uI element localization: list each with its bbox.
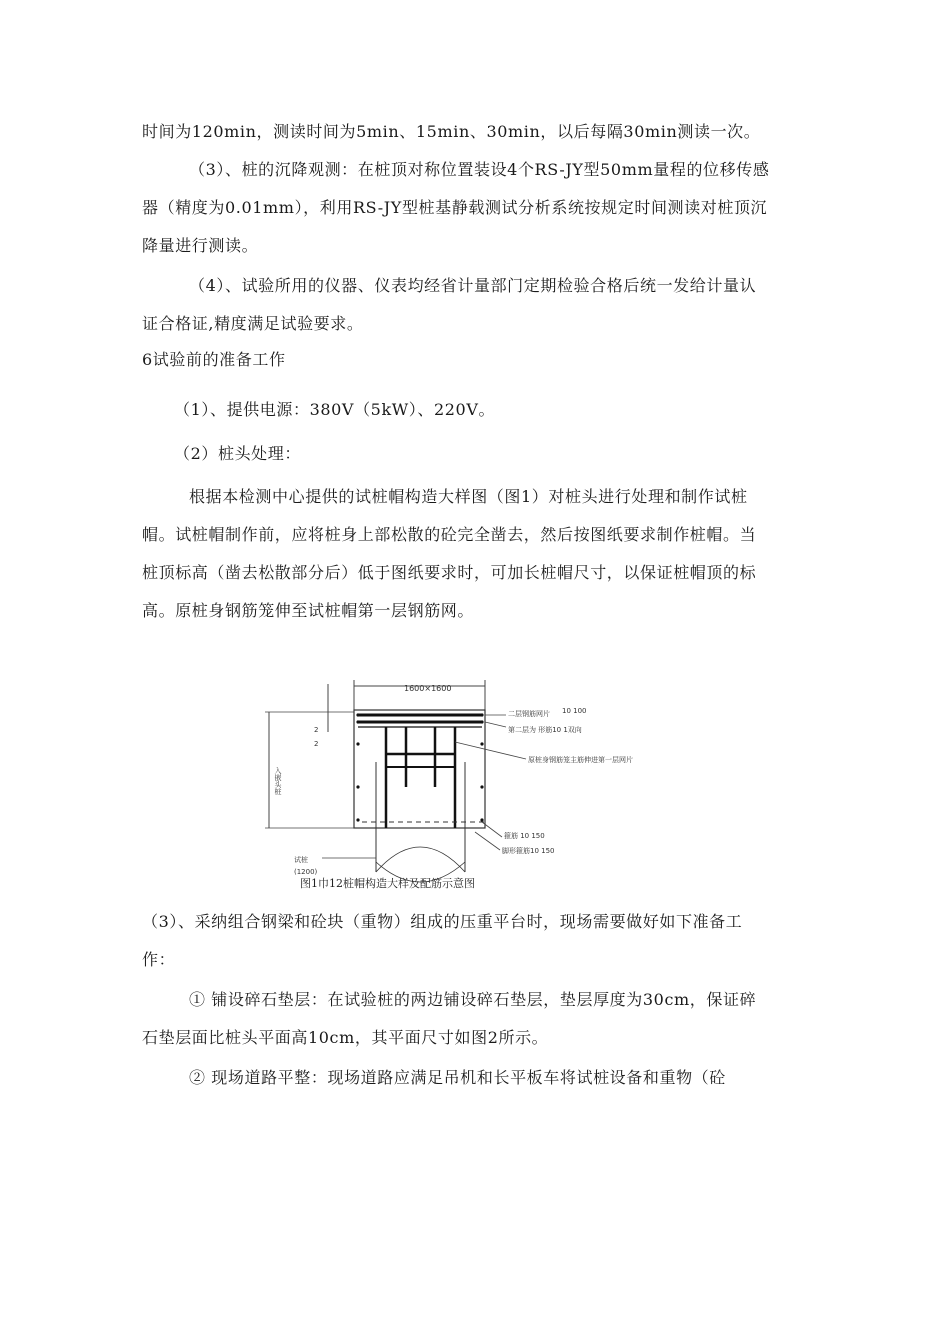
paragraph-line: 证合格证,精度满足试验要求。 [142,314,364,333]
dimension-label: 1600×1600 [404,684,452,693]
paragraph-line: ② 现场道路平整：现场道路应满足吊机和长平板车将试桩设备和重物（砼 [189,1068,726,1087]
leader-line [482,822,502,837]
left-vertical-label: 入嵌头桩 [274,767,282,795]
paragraph-line: 石垫层面比桩头平面高10cm，其平面尺寸如图2所示。 [142,1028,549,1047]
mesh-second-label: 第二层为 形筋10 1双向 [508,726,582,734]
stirrup-label: 箍筋 10 150 [504,832,545,840]
pile-cap-figure [262,672,682,897]
figure-caption: 图1巾12桩帽构造大样及配筋示意图 [300,877,475,890]
paragraph-line: 桩顶标高（凿去松散部分后）低于图纸要求时，可加长桩帽尺寸，以保证桩帽顶的标 [142,563,757,582]
leader-line [455,742,526,759]
pile-break-arc [376,847,465,872]
paragraph-line: 作： [142,950,176,969]
paragraph-line: （2）桩头处理： [174,444,301,463]
pile-name-label: 试桩 [294,856,308,864]
paragraph-line: 高。原桩身钢筋笼伸至试桩帽第一层钢筋网。 [142,601,475,620]
section-heading: 6试验前的准备工作 [142,350,286,369]
paragraph-line: ① 铺设碎石垫层：在试验桩的两边铺设碎石垫层，垫层厚度为30cm，保证碎 [189,990,757,1009]
left-number: 2 [314,726,319,734]
pile-cap-drawing [262,672,682,897]
paragraph-line: （3）、采纳组合钢梁和砼块（重物）组成的压重平台时，现场需要做好如下准备工 [142,912,743,931]
cage-note-label: 原桩身钢筋笼主筋伸进第一层网片 [528,756,633,764]
paragraph-line: 时间为120min，测读时间为5min、15min、30min，以后每隔30min测读一次。 [142,122,761,141]
paragraph-line: 器（精度为0.01mm），利用RS-JY型桩基静载测试分析系统按规定时间测读对桩顶沉 [142,198,768,217]
paragraph-line: （4）、试验所用的仪器、仪表均经省计量部门定期检验合格后统一发给计量认 [189,276,757,295]
paragraph-line: 根据本检测中心提供的试桩帽构造大样图（图1）对桩头进行处理和制作试桩 [189,487,748,506]
mesh-top-label: 二层钢筋网片 [508,710,550,718]
mesh-top-spec: 10 100 [562,707,587,715]
leader-line [475,832,500,850]
hoop-label: 脚形箍筋10 150 [502,847,555,855]
leader-line [485,722,506,727]
paragraph-line: 帽。试桩帽制作前，应将桩身上部松散的砼完全凿去，然后按图纸要求制作桩帽。当 [142,525,757,544]
paragraph-line: （3）、桩的沉降观测：在桩顶对称位置装设4个RS-JY型50mm量程的位移传感 [189,160,770,179]
paragraph-line: （1）、提供电源：380V（5kW）、220V。 [174,400,496,419]
pile-diameter-label: (1200) [294,868,318,876]
paragraph-line: 降量进行测读。 [142,236,259,255]
left-number: 2 [314,740,319,748]
